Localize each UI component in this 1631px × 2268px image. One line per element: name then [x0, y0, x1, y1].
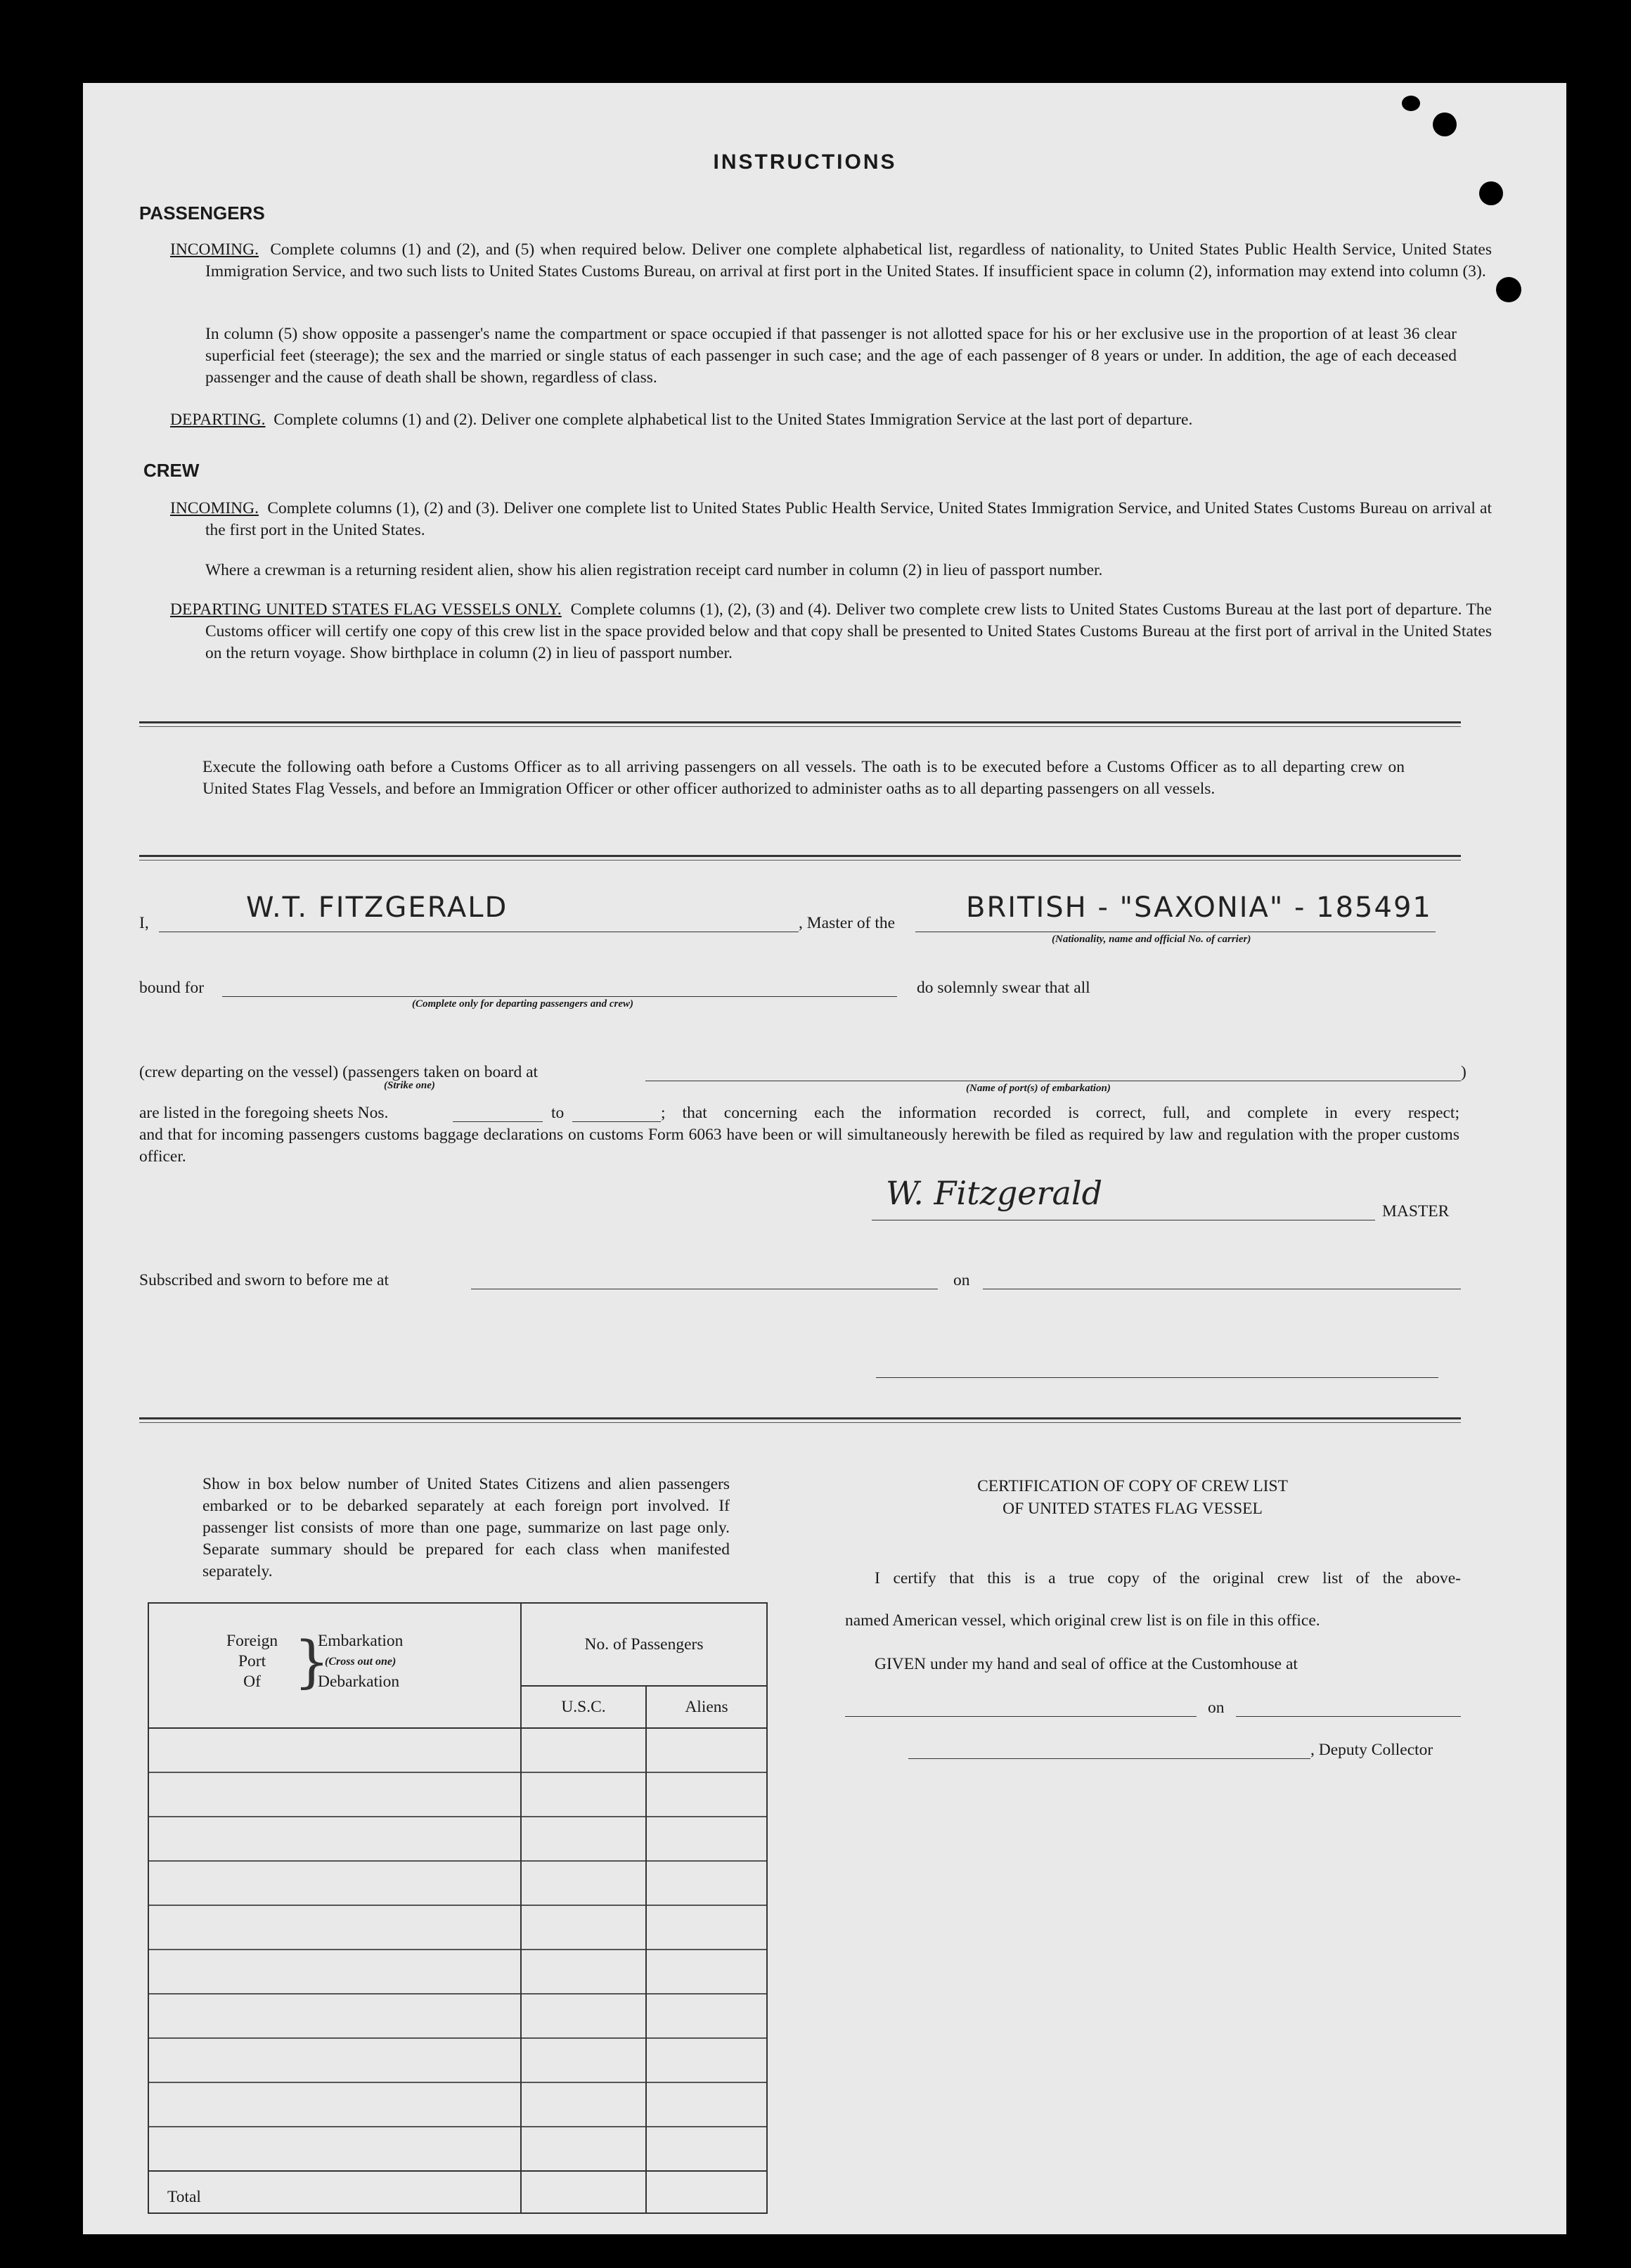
crew-incoming-text: Complete columns (1), (2) and (3). Deliver one complete list to United States Public Health Service, United States Immigration Service, and United States Customs Bureau on arrival at the first port in the United States.	[205, 499, 1492, 539]
passengers-departing-label: DEPARTING.	[170, 411, 266, 429]
carrier-line	[915, 931, 1436, 932]
debarkation-label: Debarkation	[318, 1673, 400, 1691]
carrier-handwritten: BRITISH - "SAXONIA" - 185491	[966, 891, 1432, 924]
certification-heading-line1: CERTIFICATION OF COPY OF CREW LIST	[977, 1477, 1288, 1495]
master-name-line	[159, 931, 799, 932]
crew-departing-label: DEPARTING UNITED STATES FLAG VESSELS ONLY.	[170, 600, 562, 619]
certify-line1: I certify that this is a true copy of the original crew list of the above-	[875, 1569, 1461, 1587]
port-header-cell	[148, 1603, 521, 1728]
aliens-total-cell[interactable]	[646, 2171, 767, 2213]
deputy-collector-label: , Deputy Collector	[1310, 1741, 1433, 1759]
embark-debark-labels	[318, 1631, 403, 1692]
aliens-header: Aliens	[646, 1686, 767, 1728]
master-signature: W. Fitzgerald	[886, 1174, 1103, 1212]
crew-departing-oath-label: (crew departing on the vessel) (passengers taken on board at	[139, 1063, 539, 1081]
passengers-incoming-text: Complete columns (1) and (2), and (5) when required below. Deliver one complete alphabetical list, regardless of nationality, to United States Public Health Service, United States Immigration Service, and two such lists to United States Customs Bureau, on arrival at first port in the United States. If insufficient space in column (2), information may extend into column (3).	[205, 240, 1493, 281]
port-entry-column[interactable]	[148, 1728, 521, 2171]
brace-icon: }	[294, 1629, 330, 1694]
master-label: MASTER	[1382, 1202, 1450, 1220]
certification-heading-line2: OF UNITED STATES FLAG VESSEL	[1003, 1500, 1263, 1518]
embarkation-label: Embarkation	[318, 1632, 404, 1650]
certification-heading	[862, 1475, 1403, 1520]
usc-entry-column[interactable]	[521, 1728, 646, 2171]
oath-close-paren: )	[1461, 1063, 1466, 1081]
passengers-incoming-label: INCOMING.	[170, 240, 259, 259]
crew-departing-text: Complete columns (1), (2), (3) and (4). Deliver two complete crew lists to United States Customs Bureau at the last port of departure. The Customs officer will certify one copy of this crew list in the space provided below and that copy shall be presented to United States Customs Bureau at the first port of arrival in the United States on the return voyage. Show birthplace in column (2) in lieu of passport number.	[205, 600, 1492, 662]
deputy-signature-line	[908, 1758, 1310, 1759]
oath-execute-paragraph: Execute the following oath before a Customs Officer as to all arriving passengers on all vessels. The oath is to be executed before a Customs Officer as to all departing crew on United States Flag Vessels, and before an Immigration Officer or other officer authorized to administer oaths as to all departing passengers on all vessels.	[202, 758, 1405, 798]
subscribed-on-label: on	[953, 1271, 970, 1289]
bound-for-caption: (Complete only for departing passengers and crew)	[412, 998, 633, 1010]
punch-hole-mark	[1496, 277, 1521, 302]
swear-label: do solemnly swear that all	[917, 979, 1090, 997]
form-page	[83, 83, 1566, 2234]
carrier-caption: (Nationality, name and official No. of carrier)	[1052, 934, 1251, 945]
crew-incoming-paragraph	[170, 498, 1492, 541]
passengers-departing-text: Complete columns (1) and (2). Deliver one complete alphabetical list to the United States Immigration Service at the last port of departure.	[273, 411, 1193, 429]
total-label-cell: Total	[148, 2171, 521, 2213]
signature-line	[872, 1219, 1375, 1220]
subscribed-date-line	[983, 1288, 1461, 1289]
certification-on-label: on	[1208, 1699, 1225, 1717]
master-name-handwritten: W.T. FITZGERALD	[246, 891, 508, 924]
usc-header: U.S.C.	[521, 1686, 646, 1728]
subscribed-label: Subscribed and sworn to before me at	[139, 1271, 389, 1289]
passengers-count-header: No. of Passengers	[521, 1603, 767, 1686]
subscribed-place-line	[471, 1288, 938, 1289]
summary-divider	[139, 1417, 1461, 1423]
listed-rest-first: ; that concerning each the information recorded is correct, full, and complete in every respect;	[661, 1104, 1459, 1122]
embarkation-port-line	[645, 1080, 1461, 1081]
passengers-heading: PASSENGERS	[139, 202, 265, 224]
crew-incoming-label: INCOMING.	[170, 499, 259, 517]
bound-for-label: bound for	[139, 979, 205, 997]
instructions-title: INSTRUCTIONS	[713, 150, 897, 174]
crew-resident-paragraph: Where a crewman is a returning resident alien, show his alien registration receipt card number in column (2) in lieu of passport number.	[205, 561, 1103, 579]
summary-instructions: Show in box below number of United States Citizens and alien passengers embarked or to be debarked separately at each foreign port involved. If passenger list consists of more than one page, summarize on last page only. Separate summary should be prepared for each class when manifested separately.	[202, 1475, 730, 1580]
aliens-entry-column[interactable]	[646, 1728, 767, 2171]
oath-divider	[139, 855, 1461, 861]
cross-out-caption: (Cross out one)	[325, 1656, 397, 1668]
sheet-to-line	[572, 1121, 661, 1122]
certify-line2: named American vessel, which original crew list is on file in this office.	[845, 1611, 1320, 1630]
oath-i-label: I,	[139, 914, 149, 932]
port-header-labels	[226, 1631, 278, 1692]
bound-for-line	[222, 996, 897, 997]
listed-rest-text: and that for incoming passengers customs baggage declarations on customs Form 6063 have been or will simultaneously herewith be filed as required by law and regulation with the proper customs officer.	[139, 1126, 1459, 1166]
usc-total-cell[interactable]	[521, 2171, 646, 2213]
passengers-incoming-paragraph	[170, 239, 1492, 283]
listed-to-label: to	[551, 1104, 565, 1122]
passengers-departing-paragraph	[170, 409, 1457, 431]
given-under-text: GIVEN under my hand and seal of office at the Customhouse at	[875, 1655, 1298, 1673]
punch-hole-mark	[1433, 112, 1457, 136]
passenger-summary-table	[148, 1602, 768, 2214]
sheet-from-line	[453, 1121, 543, 1122]
crew-heading: CREW	[143, 460, 200, 481]
punch-hole-mark	[1402, 96, 1420, 111]
embarkation-port-caption: (Name of port(s) of embarkation)	[966, 1083, 1111, 1094]
crew-departing-paragraph	[170, 599, 1492, 664]
master-of-label: , Master of the	[799, 914, 896, 932]
officer-signature-line	[876, 1377, 1438, 1378]
listed-label: are listed in the foregoing sheets Nos.	[139, 1104, 389, 1122]
certification-date-line	[1236, 1715, 1461, 1717]
of-label: Of	[243, 1673, 261, 1691]
foreign-label: Foreign	[226, 1632, 278, 1650]
strike-one-caption: (Strike one)	[384, 1080, 435, 1091]
passengers-column5-paragraph: In column (5) show opposite a passenger's name the compartment or space occupied if that passenger is not allotted space for his or her exclusive use in the proportion of at least 36 clear superficial feet (steerage); the sex and the married or single status of each passenger in such case; and the age of each passenger of 8 years or under. In addition, the age of each deceased passenger and the cause of death shall be shown, regardless of class.	[205, 325, 1457, 387]
section-divider	[139, 721, 1461, 727]
punch-hole-mark	[1479, 181, 1503, 205]
customhouse-line	[845, 1715, 1197, 1717]
port-label: Port	[238, 1652, 266, 1670]
